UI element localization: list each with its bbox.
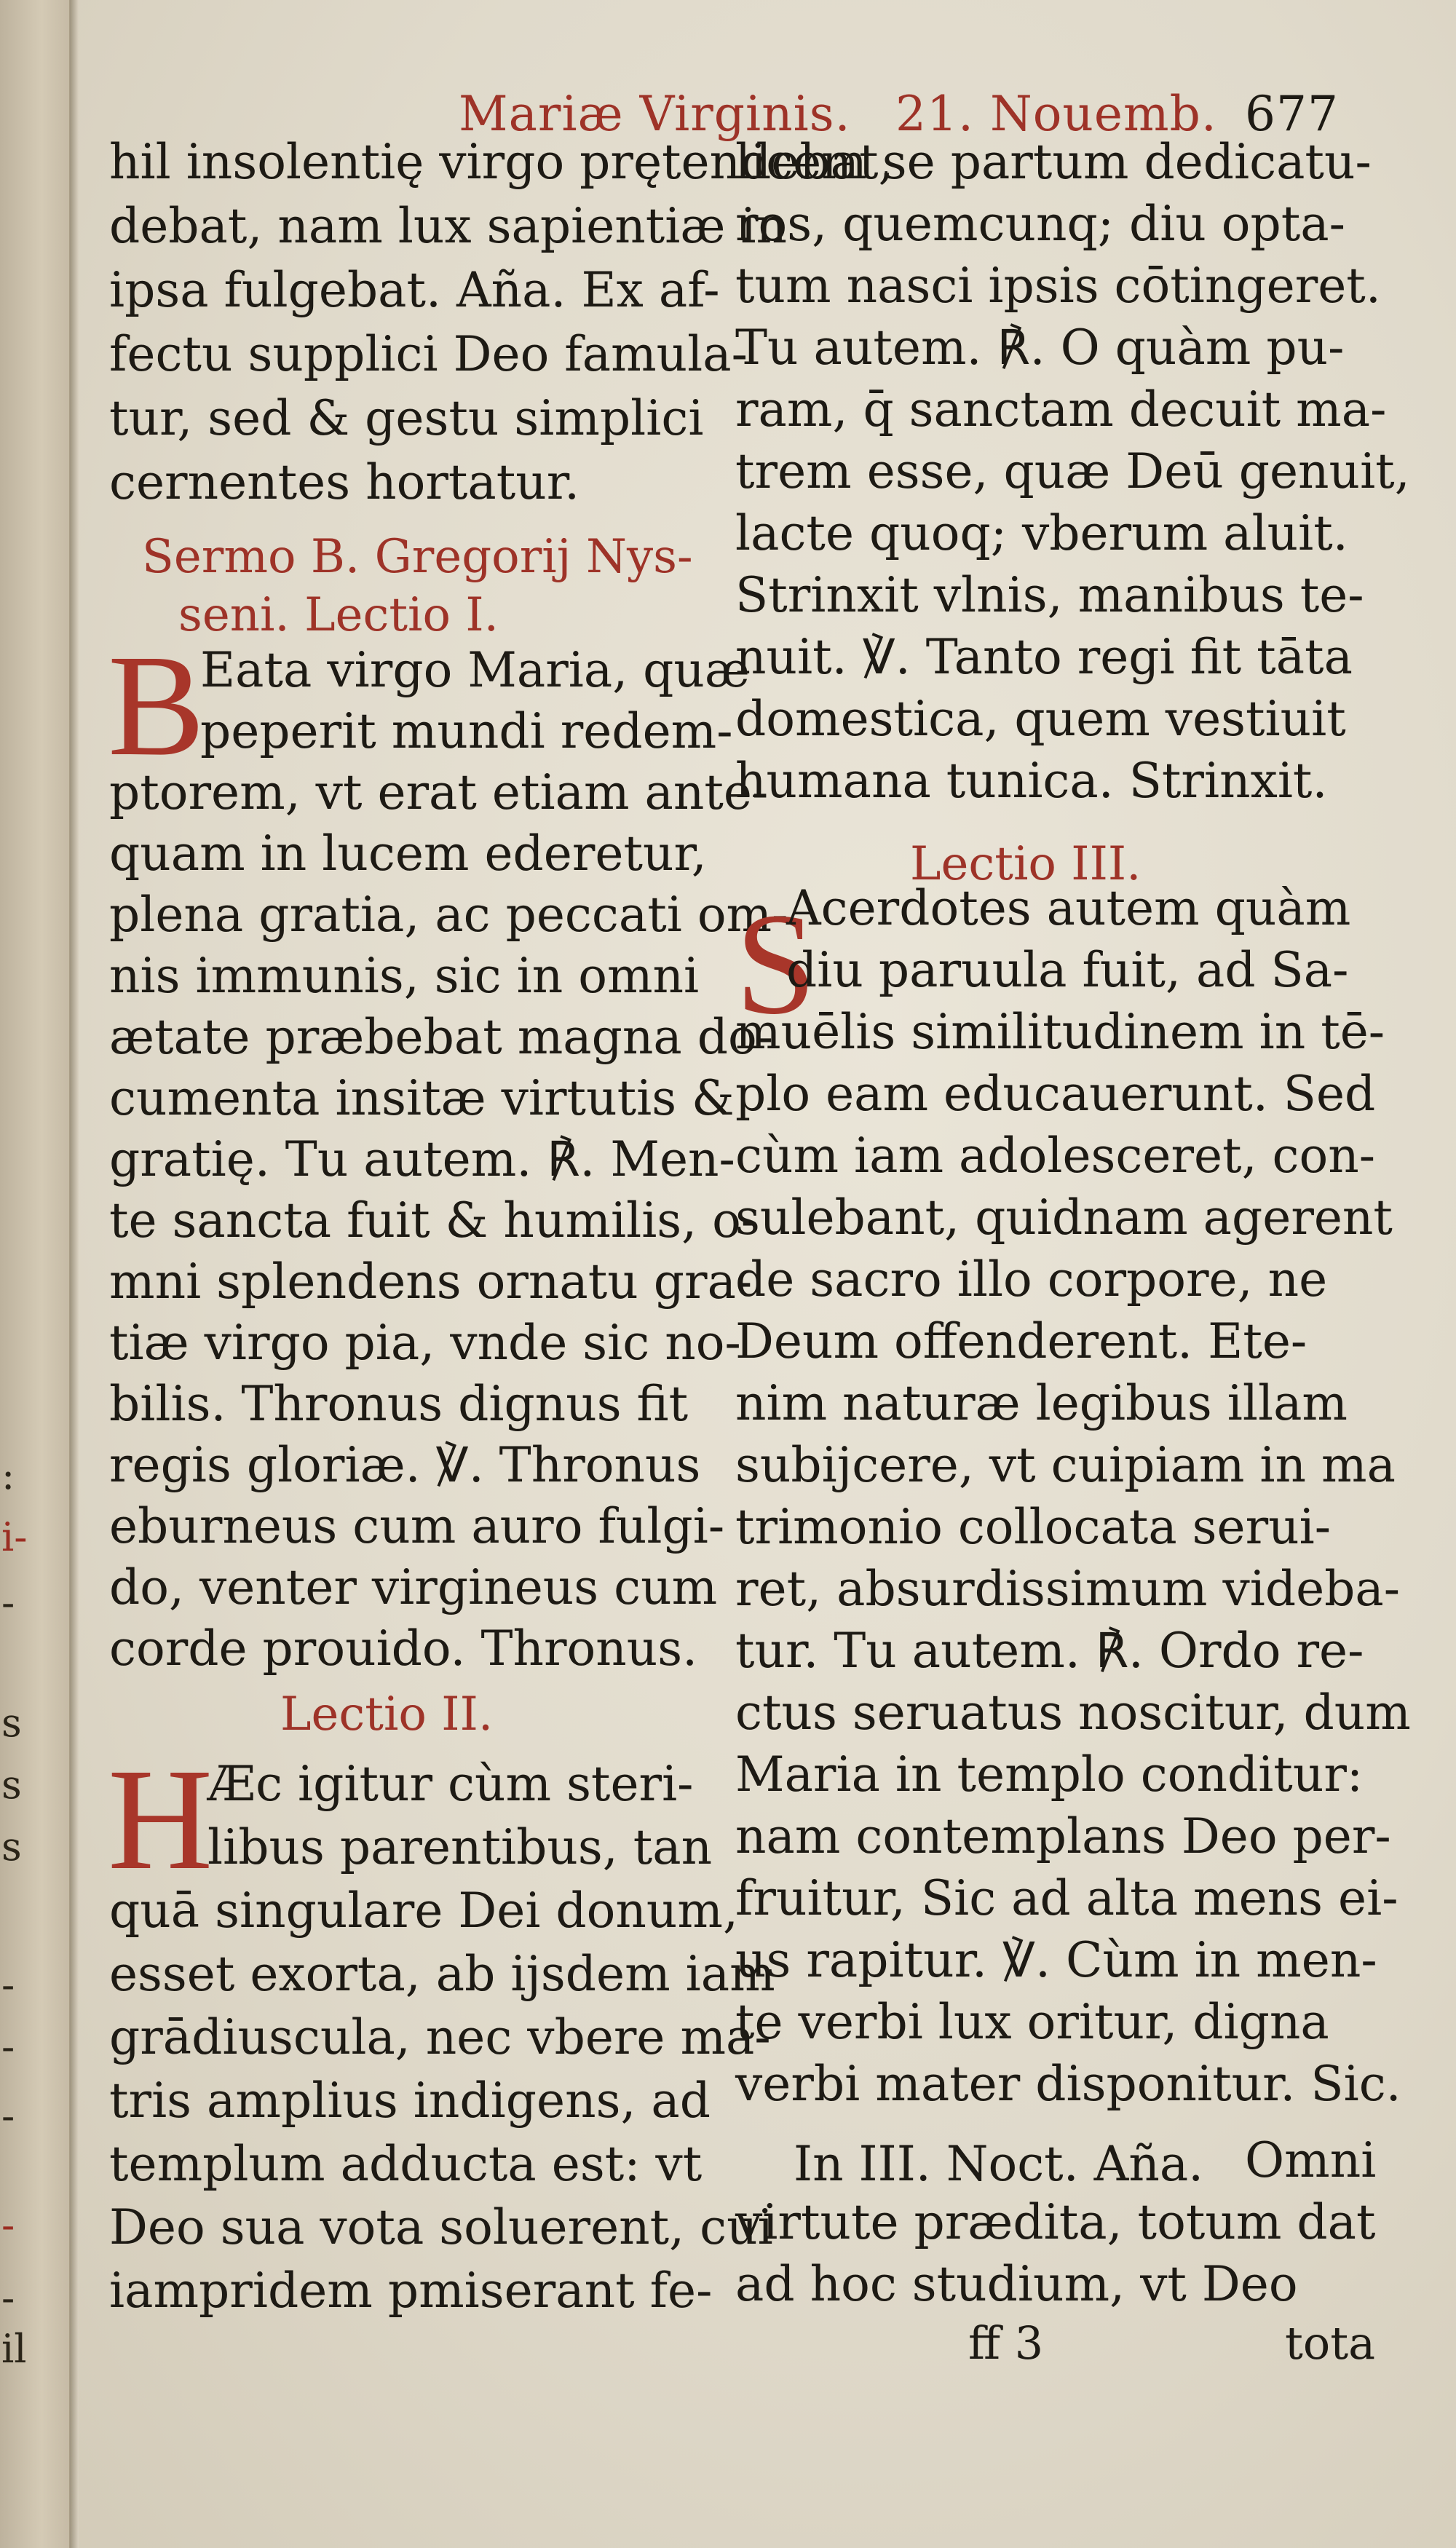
adjacent-page-fragment: i- xyxy=(1,1514,28,1560)
text-line: verbi mater disponitur. Sic. xyxy=(735,2056,1401,2112)
text-line: libus parentibus, tan xyxy=(207,1819,713,1875)
text-line: trem esse, quæ Deū genuit, xyxy=(735,443,1410,499)
text-line: ptorem, vt erat etiam ante- xyxy=(109,764,769,820)
text-line: cumenta insitæ virtutis & xyxy=(109,1070,735,1126)
text-line: domestica, quem vestiuit xyxy=(735,691,1346,747)
text-line: fruitur, Sic ad alta mens ei- xyxy=(735,1870,1398,1926)
text-line: Deo sua vota soluerent, cui xyxy=(109,2199,773,2255)
text-line: ipsa fulgebat. Aña. Ex af- xyxy=(109,262,720,318)
text-line: tris amplius indigens, ad xyxy=(109,2073,711,2129)
adjacent-page-fragment: - xyxy=(1,1580,15,1626)
text-line: nis immunis, sic in omni xyxy=(109,948,700,1004)
text-line: ad hoc studium, vt Deo xyxy=(735,2256,1298,2312)
text-line: ram, q̄ sanctam decuit ma- xyxy=(735,381,1387,438)
text-line: plo eam educauerunt. Sed xyxy=(735,1066,1376,1122)
text-line: bilis. Thronus dignus fit xyxy=(109,1376,689,1432)
adjacent-page-fragment: - xyxy=(1,2202,15,2248)
dropcap-s: S xyxy=(735,884,817,1045)
adjacent-page-fragment: - xyxy=(1,1962,15,2008)
adjacent-page-fragment: s xyxy=(1,1762,22,1808)
text-line: eburneus cum auro fulgi- xyxy=(109,1498,725,1554)
text-line: diu paruula fuit, ad Sa- xyxy=(786,942,1349,998)
lectio-2-heading: Lectio II. xyxy=(280,1688,494,1741)
sermo-heading-line-2: seni. Lectio I. xyxy=(178,588,499,642)
text-line: do, venter virgineus cum xyxy=(109,1559,718,1615)
text-line: sulebant, quidnam agerent xyxy=(735,1190,1393,1246)
text-line: templum adducta est: vt xyxy=(109,2136,703,2192)
running-head-date: 21. Nouemb. xyxy=(895,86,1217,142)
dropcap-b: B xyxy=(108,625,205,786)
text-line: te verbi lux oritur, digna xyxy=(735,1994,1329,2050)
nocturn-rubric: In III. Noct. Aña. xyxy=(794,2136,1204,2192)
text-line: lacte quoq; vberum aluit. xyxy=(735,505,1348,561)
adjacent-page-fragment: - xyxy=(1,2093,15,2139)
text-line: corde prouido. Thronus. xyxy=(109,1621,698,1677)
page-number: 677 xyxy=(1245,86,1339,142)
text-line: tiæ virgo pia, vnde sic no- xyxy=(109,1315,741,1371)
lectio-3-heading: Lectio III. xyxy=(910,837,1142,891)
nocturn-text: Omni xyxy=(1245,2132,1377,2188)
dropcap-h: H xyxy=(108,1739,213,1900)
text-line: mni splendens ornatu gra- xyxy=(109,1254,753,1310)
catchword: tota xyxy=(1285,2316,1376,2370)
text-line: plena gratia, ac peccati om- xyxy=(109,887,788,943)
text-line: Eata virgo Maria, quæ xyxy=(200,642,750,698)
adjacent-page-fragment: s xyxy=(1,1824,22,1870)
text-line: ctus seruatus noscitur, dum xyxy=(735,1685,1411,1741)
text-line: nuit. ℣. Tanto regi fit tāta xyxy=(735,629,1353,685)
text-line: nam contemplans Deo per- xyxy=(735,1808,1391,1864)
text-line: iampridem pmiserant fe- xyxy=(109,2263,713,2319)
running-head-title: Mariæ Virginis. xyxy=(459,86,851,142)
text-line: Æc igitur cùm steri- xyxy=(207,1756,694,1812)
signature-mark: ff 3 xyxy=(968,2316,1044,2370)
text-line: virtute prædita, totum dat xyxy=(735,2194,1376,2250)
text-line: regis gloriæ. ℣. Thronus xyxy=(109,1437,701,1493)
text-line: hil insolentię virgo prętendebat, xyxy=(109,134,894,190)
adjacent-page-fragment: s xyxy=(1,1700,22,1746)
text-line: licem se partum dedicatu- xyxy=(735,134,1372,190)
running-head xyxy=(0,0,1456,146)
text-line: nim naturæ legibus illam xyxy=(735,1375,1348,1431)
text-line: cùm iam adolesceret, con- xyxy=(735,1128,1376,1184)
text-line: Deum offenderent. Ete- xyxy=(735,1313,1307,1369)
text-line: muēlis similitudinem in tē- xyxy=(735,1004,1385,1060)
text-line: quā singulare Dei donum, xyxy=(109,1883,738,1939)
text-line: gratię. Tu autem. ℟. Men- xyxy=(109,1131,735,1187)
adjacent-page-fragment: - xyxy=(1,2024,15,2070)
adjacent-page-fragments xyxy=(0,0,69,2548)
adjacent-page-fragment: il xyxy=(1,2326,27,2372)
text-line: subijcere, vt cuipiam in ma xyxy=(735,1437,1396,1493)
text-line: tur. Tu autem. ℟. Ordo re- xyxy=(735,1623,1364,1679)
text-line: ret, absurdissimum videba- xyxy=(735,1561,1401,1617)
text-line: trimonio collocata serui- xyxy=(735,1499,1332,1555)
text-line: humana tunica. Strinxit. xyxy=(735,753,1328,809)
text-line: ætate præbebat magna do- xyxy=(109,1009,774,1065)
text-line: Acerdotes autem quàm xyxy=(786,880,1351,936)
text-line: tur, sed & gestu simplici xyxy=(109,390,704,446)
text-line: fectu supplici Deo famula- xyxy=(109,326,748,382)
text-line: cernentes hortatur. xyxy=(109,454,580,510)
page-binding-edge xyxy=(70,0,79,2548)
sermo-heading-line-1: Sermo B. Gregorij Nys- xyxy=(142,530,693,584)
adjacent-page-fragment: : xyxy=(1,1452,15,1498)
text-line: ros, quemcunq; diu opta- xyxy=(735,196,1345,252)
text-line: esset exorta, ab ijsdem iam xyxy=(109,1946,775,2002)
text-line: debat, nam lux sapientiæ in xyxy=(109,198,788,254)
text-line: grādiuscula, nec vbere ma- xyxy=(109,2009,771,2065)
text-line: Tu autem. ℟. O quàm pu- xyxy=(735,320,1345,376)
text-line: tum nasci ipsis cōtingeret. xyxy=(735,258,1381,314)
text-line: te sancta fuit & humilis, o- xyxy=(109,1192,758,1249)
text-line: de sacro illo corpore, ne xyxy=(735,1251,1328,1307)
adjacent-page-fragment: - xyxy=(1,2275,15,2321)
text-line: Maria in templo conditur: xyxy=(735,1746,1364,1803)
text-line: quam in lucem ederetur, xyxy=(109,826,707,882)
text-line: us rapitur. ℣. Cùm in men- xyxy=(735,1932,1377,1988)
text-line: peperit mundi redem- xyxy=(200,703,733,759)
text-line: Strinxit vlnis, manibus te- xyxy=(735,567,1364,623)
